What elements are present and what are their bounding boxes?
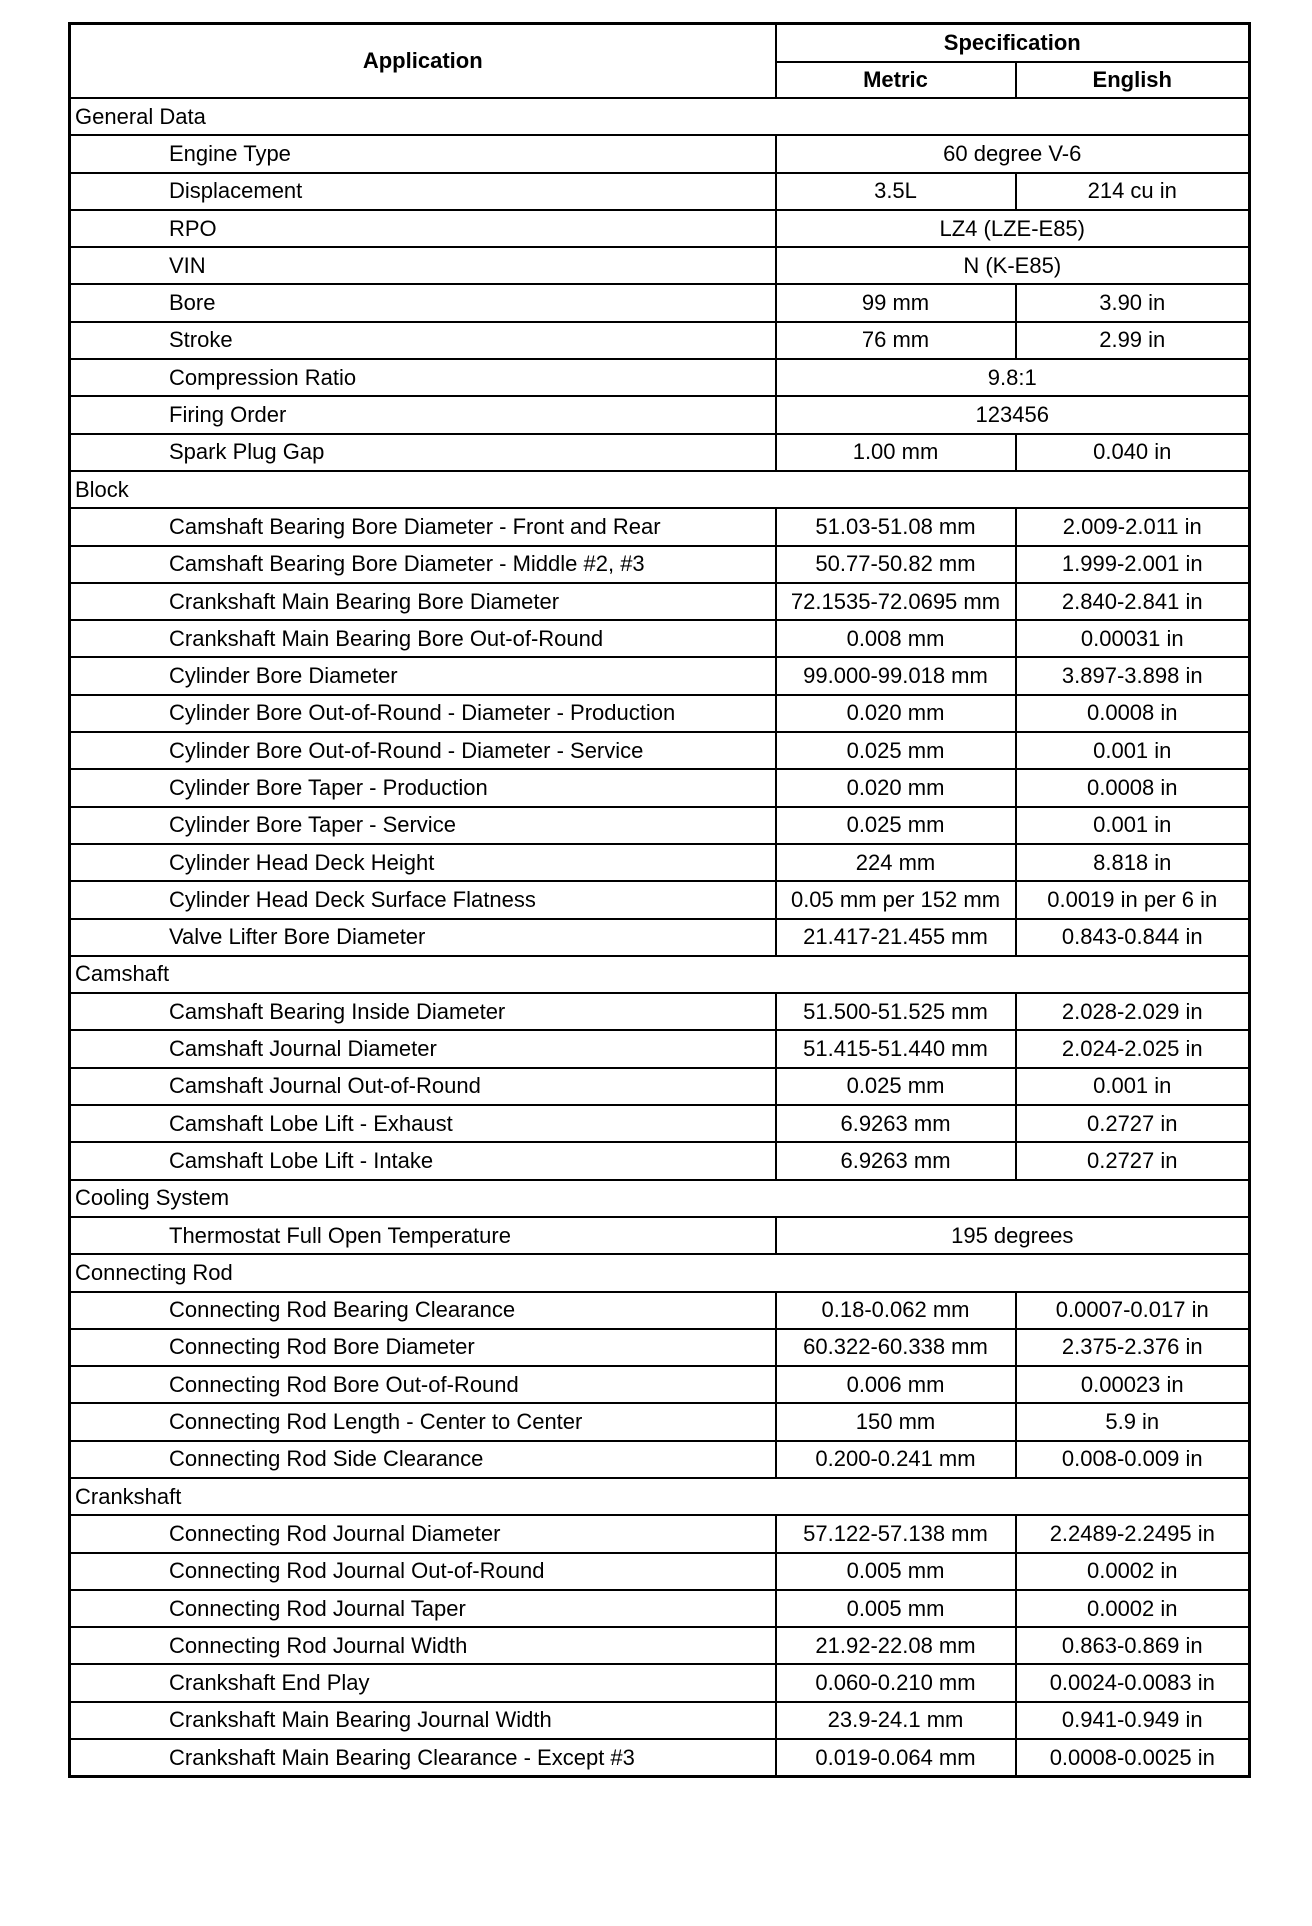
section-title: Connecting Rod [70,1254,1250,1291]
english-cell: 0.00023 in [1016,1366,1250,1403]
metric-cell: 76 mm [776,322,1016,359]
english-cell: 1.999-2.001 in [1016,546,1250,583]
english-cell: 8.818 in [1016,844,1250,881]
application-cell: Displacement [70,173,776,210]
metric-cell: 0.008 mm [776,620,1016,657]
english-cell: 3.897-3.898 in [1016,657,1250,694]
english-cell: 2.2489-2.2495 in [1016,1515,1250,1552]
metric-cell: 0.005 mm [776,1553,1016,1590]
english-cell: 2.024-2.025 in [1016,1030,1250,1067]
application-cell: Valve Lifter Bore Diameter [70,919,776,956]
english-cell: 0.0008-0.0025 in [1016,1739,1250,1777]
section-title: General Data [70,98,1250,135]
english-cell: 0.0002 in [1016,1553,1250,1590]
application-cell: Stroke [70,322,776,359]
table-row [70,844,1250,881]
metric-cell: 3.5L [776,173,1016,210]
table-row [70,1627,1250,1664]
english-cell: 0.008-0.009 in [1016,1441,1250,1478]
english-cell: 0.001 in [1016,732,1250,769]
application-cell: Connecting Rod Journal Out-of-Round [70,1553,776,1590]
application-cell: Connecting Rod Bore Diameter [70,1329,776,1366]
english-cell: 0.001 in [1016,1068,1250,1105]
table-row [70,396,1250,433]
metric-cell: 0.200-0.241 mm [776,1441,1016,1478]
table-row [70,210,1250,247]
specification-cell: 9.8:1 [776,359,1250,396]
specification-header: Specification [776,24,1250,63]
english-cell: 2.99 in [1016,322,1250,359]
application-cell: Cylinder Bore Out-of-Round - Diameter - Production [70,695,776,732]
table-row [70,657,1250,694]
section-row [70,1478,1250,1515]
section-title: Cooling System [70,1180,1250,1217]
application-cell: Cylinder Bore Taper - Service [70,807,776,844]
metric-cell: 0.18-0.062 mm [776,1292,1016,1329]
section-title: Camshaft [70,956,1250,993]
table-body [70,98,1250,1777]
section-title: Crankshaft [70,1478,1250,1515]
table-row [70,1664,1250,1701]
table-row [70,1105,1250,1142]
metric-cell: 21.417-21.455 mm [776,919,1016,956]
table-row [70,583,1250,620]
application-cell: Thermostat Full Open Temperature [70,1217,776,1254]
section-title: Block [70,471,1250,508]
application-cell: Cylinder Bore Out-of-Round - Diameter - Service [70,732,776,769]
application-cell: Camshaft Lobe Lift - Intake [70,1142,776,1179]
english-cell: 214 cu in [1016,173,1250,210]
english-cell: 0.0019 in per 6 in [1016,881,1250,918]
metric-cell: 0.025 mm [776,807,1016,844]
application-cell: Bore [70,284,776,321]
metric-cell: 0.020 mm [776,769,1016,806]
metric-cell: 0.025 mm [776,732,1016,769]
application-cell: Camshaft Bearing Bore Diameter - Middle #2, #3 [70,546,776,583]
application-cell: Crankshaft End Play [70,1664,776,1701]
english-cell: 0.0008 in [1016,769,1250,806]
section-row [70,471,1250,508]
table-row [70,1553,1250,1590]
application-cell: Connecting Rod Bore Out-of-Round [70,1366,776,1403]
english-cell: 0.001 in [1016,807,1250,844]
application-cell: Camshaft Journal Diameter [70,1030,776,1067]
metric-header: Metric [776,62,1016,98]
table-row [70,1441,1250,1478]
application-cell: Connecting Rod Bearing Clearance [70,1292,776,1329]
table-header [70,24,1250,99]
english-cell: 5.9 in [1016,1403,1250,1440]
application-cell: Crankshaft Main Bearing Journal Width [70,1702,776,1739]
metric-cell: 0.005 mm [776,1590,1016,1627]
engine-spec-table [68,22,1251,1778]
english-cell: 2.840-2.841 in [1016,583,1250,620]
table-row [70,1329,1250,1366]
section-row [70,98,1250,135]
application-cell: Connecting Rod Side Clearance [70,1441,776,1478]
english-cell: 0.0007-0.017 in [1016,1292,1250,1329]
application-cell: Engine Type [70,135,776,172]
application-cell: RPO [70,210,776,247]
application-cell: Cylinder Bore Taper - Production [70,769,776,806]
metric-cell: 0.060-0.210 mm [776,1664,1016,1701]
table-row [70,881,1250,918]
metric-cell: 57.122-57.138 mm [776,1515,1016,1552]
english-cell: 2.009-2.011 in [1016,508,1250,545]
application-cell: Crankshaft Main Bearing Bore Diameter [70,583,776,620]
table-row [70,993,1250,1030]
table-row [70,769,1250,806]
section-row [70,956,1250,993]
application-cell: Cylinder Bore Diameter [70,657,776,694]
english-cell: 0.2727 in [1016,1142,1250,1179]
table-row [70,620,1250,657]
english-cell: 2.028-2.029 in [1016,993,1250,1030]
metric-cell: 0.05 mm per 152 mm [776,881,1016,918]
table-row [70,1702,1250,1739]
table-row [70,135,1250,172]
specification-cell: N (K-E85) [776,247,1250,284]
metric-cell: 72.1535-72.0695 mm [776,583,1016,620]
metric-cell: 99 mm [776,284,1016,321]
application-cell: VIN [70,247,776,284]
metric-cell: 6.9263 mm [776,1105,1016,1142]
application-cell: Spark Plug Gap [70,434,776,471]
application-cell: Connecting Rod Journal Diameter [70,1515,776,1552]
specification-cell: 123456 [776,396,1250,433]
application-cell: Crankshaft Main Bearing Bore Out-of-Round [70,620,776,657]
english-cell: 0.0008 in [1016,695,1250,732]
table-row [70,807,1250,844]
english-cell: 0.2727 in [1016,1105,1250,1142]
application-cell: Cylinder Head Deck Height [70,844,776,881]
metric-cell: 99.000-99.018 mm [776,657,1016,694]
table-row [70,732,1250,769]
specification-cell: 60 degree V-6 [776,135,1250,172]
table-row [70,1515,1250,1552]
metric-cell: 51.500-51.525 mm [776,993,1016,1030]
table-row [70,695,1250,732]
application-cell: Cylinder Head Deck Surface Flatness [70,881,776,918]
metric-cell: 6.9263 mm [776,1142,1016,1179]
metric-cell: 51.415-51.440 mm [776,1030,1016,1067]
metric-cell: 0.020 mm [776,695,1016,732]
table-row [70,434,1250,471]
english-cell: 0.0002 in [1016,1590,1250,1627]
metric-cell: 51.03-51.08 mm [776,508,1016,545]
specification-cell: LZ4 (LZE-E85) [776,210,1250,247]
application-cell: Connecting Rod Length - Center to Center [70,1403,776,1440]
english-cell: 0.863-0.869 in [1016,1627,1250,1664]
english-cell: 0.0024-0.0083 in [1016,1664,1250,1701]
table-row [70,919,1250,956]
application-cell: Camshaft Journal Out-of-Round [70,1068,776,1105]
english-cell: 3.90 in [1016,284,1250,321]
metric-cell: 0.025 mm [776,1068,1016,1105]
english-cell: 0.00031 in [1016,620,1250,657]
application-cell: Firing Order [70,396,776,433]
metric-cell: 150 mm [776,1403,1016,1440]
table-row [70,1739,1250,1777]
metric-cell: 21.92-22.08 mm [776,1627,1016,1664]
english-cell: 2.375-2.376 in [1016,1329,1250,1366]
english-cell: 0.843-0.844 in [1016,919,1250,956]
metric-cell: 0.006 mm [776,1366,1016,1403]
table-row [70,1590,1250,1627]
metric-cell: 0.019-0.064 mm [776,1739,1016,1777]
english-cell: 0.040 in [1016,434,1250,471]
table-row [70,546,1250,583]
metric-cell: 60.322-60.338 mm [776,1329,1016,1366]
application-cell: Crankshaft Main Bearing Clearance - Except #3 [70,1739,776,1777]
metric-cell: 1.00 mm [776,434,1016,471]
application-cell: Connecting Rod Journal Taper [70,1590,776,1627]
table-row [70,322,1250,359]
section-row [70,1254,1250,1291]
table-row [70,1030,1250,1067]
table-row [70,1068,1250,1105]
table-row [70,1217,1250,1254]
application-cell: Camshaft Lobe Lift - Exhaust [70,1105,776,1142]
table-row [70,284,1250,321]
english-header: English [1016,62,1250,98]
table-row [70,359,1250,396]
table-row [70,1403,1250,1440]
table-row [70,173,1250,210]
application-cell: Connecting Rod Journal Width [70,1627,776,1664]
english-cell: 0.941-0.949 in [1016,1702,1250,1739]
table-row [70,1366,1250,1403]
table-row [70,508,1250,545]
application-cell: Camshaft Bearing Inside Diameter [70,993,776,1030]
table-row [70,1142,1250,1179]
application-header: Application [70,24,776,99]
table-row [70,247,1250,284]
metric-cell: 224 mm [776,844,1016,881]
section-row [70,1180,1250,1217]
table-row [70,1292,1250,1329]
specification-cell: 195 degrees [776,1217,1250,1254]
application-cell: Camshaft Bearing Bore Diameter - Front and Rear [70,508,776,545]
metric-cell: 23.9-24.1 mm [776,1702,1016,1739]
metric-cell: 50.77-50.82 mm [776,546,1016,583]
application-cell: Compression Ratio [70,359,776,396]
